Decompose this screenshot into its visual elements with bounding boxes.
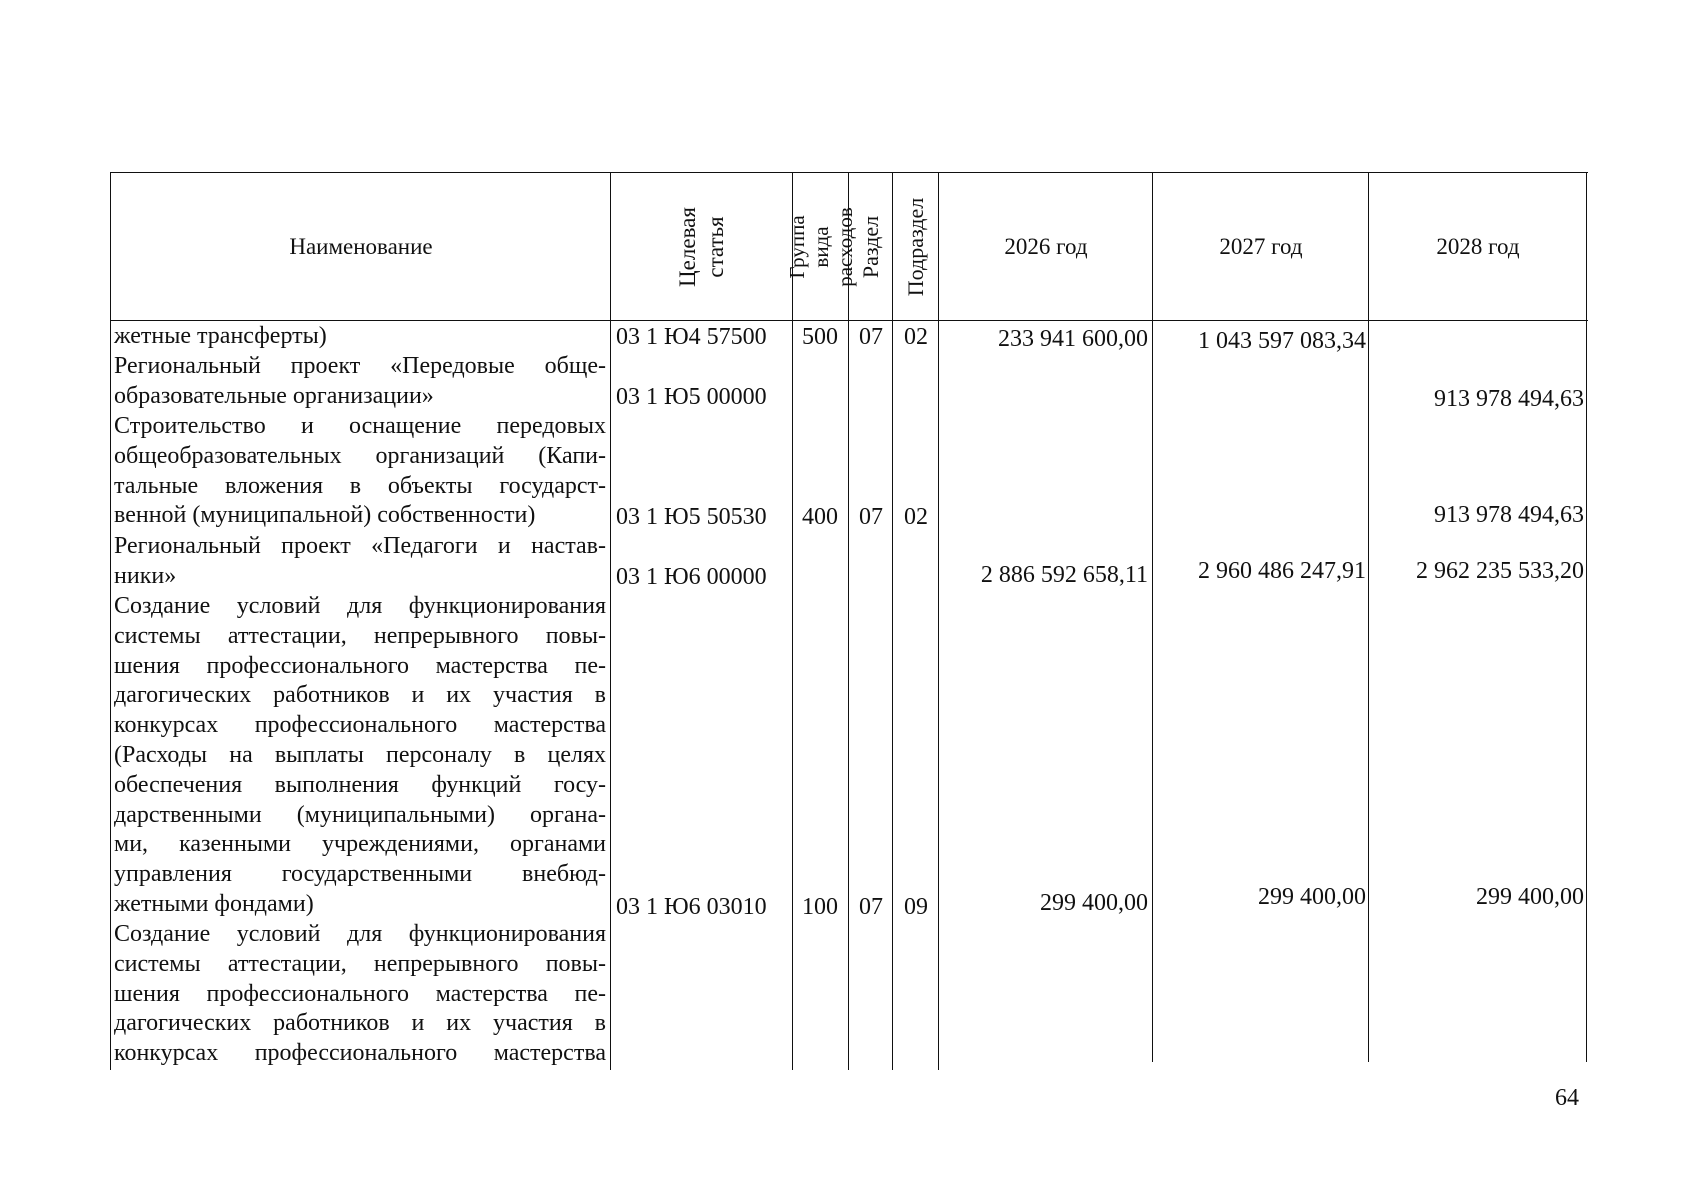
row-2-group: 400 (802, 504, 838, 530)
row-4-2026: 299 400,00 (1040, 890, 1148, 916)
row-3-2026: 2 886 592 658,11 (980, 562, 1148, 588)
header-target-label: Целевая статья (675, 207, 728, 287)
header-section (850, 174, 892, 320)
row-3-code: 03 1 Ю6 00000 (616, 564, 767, 590)
row-0-section: 07 (859, 324, 883, 350)
row-3-2028: 2 962 235 533,20 (1416, 558, 1584, 584)
header-bottom-border (110, 320, 1588, 321)
header-2028 (1370, 174, 1586, 320)
row-4-2027: 299 400,00 (1258, 884, 1366, 910)
row-5-name (114, 920, 606, 1069)
row-2-name-line: Строительство и оснащение передовых (114, 413, 606, 439)
row-4-name-line: дарственными (муниципальными) органа- (114, 801, 606, 828)
col-border-target (792, 172, 793, 1070)
col-border-2027 (1368, 172, 1369, 1062)
row-4-subsection: 09 (904, 894, 928, 920)
row-1-name (114, 352, 606, 412)
row-0-name-line: жетные трансферты) (114, 323, 327, 349)
row-4-name-line: управления государственными внебюд- (114, 861, 606, 888)
header-name (112, 174, 610, 320)
row-0-name (114, 322, 606, 352)
row-4-name-line: шения профессионального мастерства пе- (114, 652, 606, 679)
col-border-group (848, 172, 849, 1070)
row-5-name-line: дагогических работников и их участия в (114, 1010, 606, 1037)
row-5-name-line: конкурсах профессионального мастерства (114, 1040, 606, 1067)
row-2-name-line: общеобразовательных организаций (Капи- (114, 442, 606, 469)
row-2-name-line: венной (муниципальной) собственности) (114, 502, 536, 529)
row-3-name (114, 532, 606, 592)
row-1-name-line: Региональный проект «Передовые обще- (114, 353, 606, 379)
row-3-name-line: Региональный проект «Педагоги и настав- (114, 533, 606, 559)
row-5-name-line: Создание условий для функционирования (114, 921, 606, 947)
row-2-name-line: тальные вложения в объекты государст- (114, 472, 606, 499)
row-4-name-line: системы аттестации, непрерывного повы- (114, 622, 606, 649)
col-border-section (892, 172, 893, 1070)
row-4-name-line: ми, казенными учреждениями, органами (114, 831, 606, 858)
header-group-label: Группа вида расходов (785, 207, 857, 287)
row-4-2028: 299 400,00 (1476, 884, 1584, 910)
header-2027 (1154, 174, 1368, 320)
header-2026 (940, 174, 1152, 320)
row-4-section: 07 (859, 894, 883, 920)
row-4-name-line: (Расходы на выплаты персоналу в целях (114, 741, 606, 768)
header-2026-label: 2026 год (1004, 234, 1088, 259)
header-section-label: Раздел (858, 215, 884, 279)
col-border-2026 (1152, 172, 1153, 1062)
header-2027-label: 2027 год (1219, 234, 1303, 259)
row-1-name-line: образовательные организации» (114, 382, 434, 409)
row-2-subsection: 02 (904, 504, 928, 530)
page-number: 64 (1555, 1085, 1579, 1111)
row-4-group: 100 (802, 894, 838, 920)
row-0-subsection: 02 (904, 324, 928, 350)
row-4-name-line: дагогических работников и их участия в (114, 682, 606, 709)
row-5-name-line: системы аттестации, непрерывного повы- (114, 950, 606, 977)
header-subsection (894, 174, 938, 320)
col-border-right (1586, 172, 1587, 1062)
row-4-name (114, 592, 606, 920)
col-border-left (110, 172, 111, 1070)
header-subsection-label: Подраздел (903, 197, 929, 297)
row-4-name-line: конкурсах профессионального мастерства (114, 712, 606, 739)
col-border-subsection (938, 172, 939, 1070)
row-2-2028: 913 978 494,63 (1434, 502, 1584, 528)
header-2028-label: 2028 год (1436, 234, 1520, 259)
row-0-2027: 1 043 597 083,34 (1198, 328, 1366, 354)
row-1-code: 03 1 Ю5 00000 (616, 384, 767, 410)
row-3-name-line: ники» (114, 562, 177, 589)
row-1-2028: 913 978 494,63 (1434, 386, 1584, 412)
row-4-name-line: жетными фондами) (114, 890, 314, 917)
col-border-name (610, 172, 611, 1070)
row-0-2026: 233 941 600,00 (998, 326, 1148, 352)
row-0-code: 03 1 Ю4 57500 (616, 324, 767, 350)
row-4-name-line: обеспечения выполнения функций госу- (114, 771, 606, 798)
row-4-name-line: Создание условий для функционирования (114, 593, 606, 619)
header-name-label: Наименование (289, 234, 433, 259)
row-5-name-line: шения профессионального мастерства пе- (114, 980, 606, 1007)
row-2-section: 07 (859, 504, 883, 530)
row-4-code: 03 1 Ю6 03010 (616, 894, 767, 920)
header-group (785, 174, 857, 320)
row-0-group: 500 (802, 324, 838, 350)
header-target (612, 174, 792, 320)
row-2-code: 03 1 Ю5 50530 (616, 504, 767, 530)
table-top-border (110, 172, 1588, 173)
row-3-2027: 2 960 486 247,91 (1198, 558, 1366, 584)
row-2-name (114, 412, 606, 531)
